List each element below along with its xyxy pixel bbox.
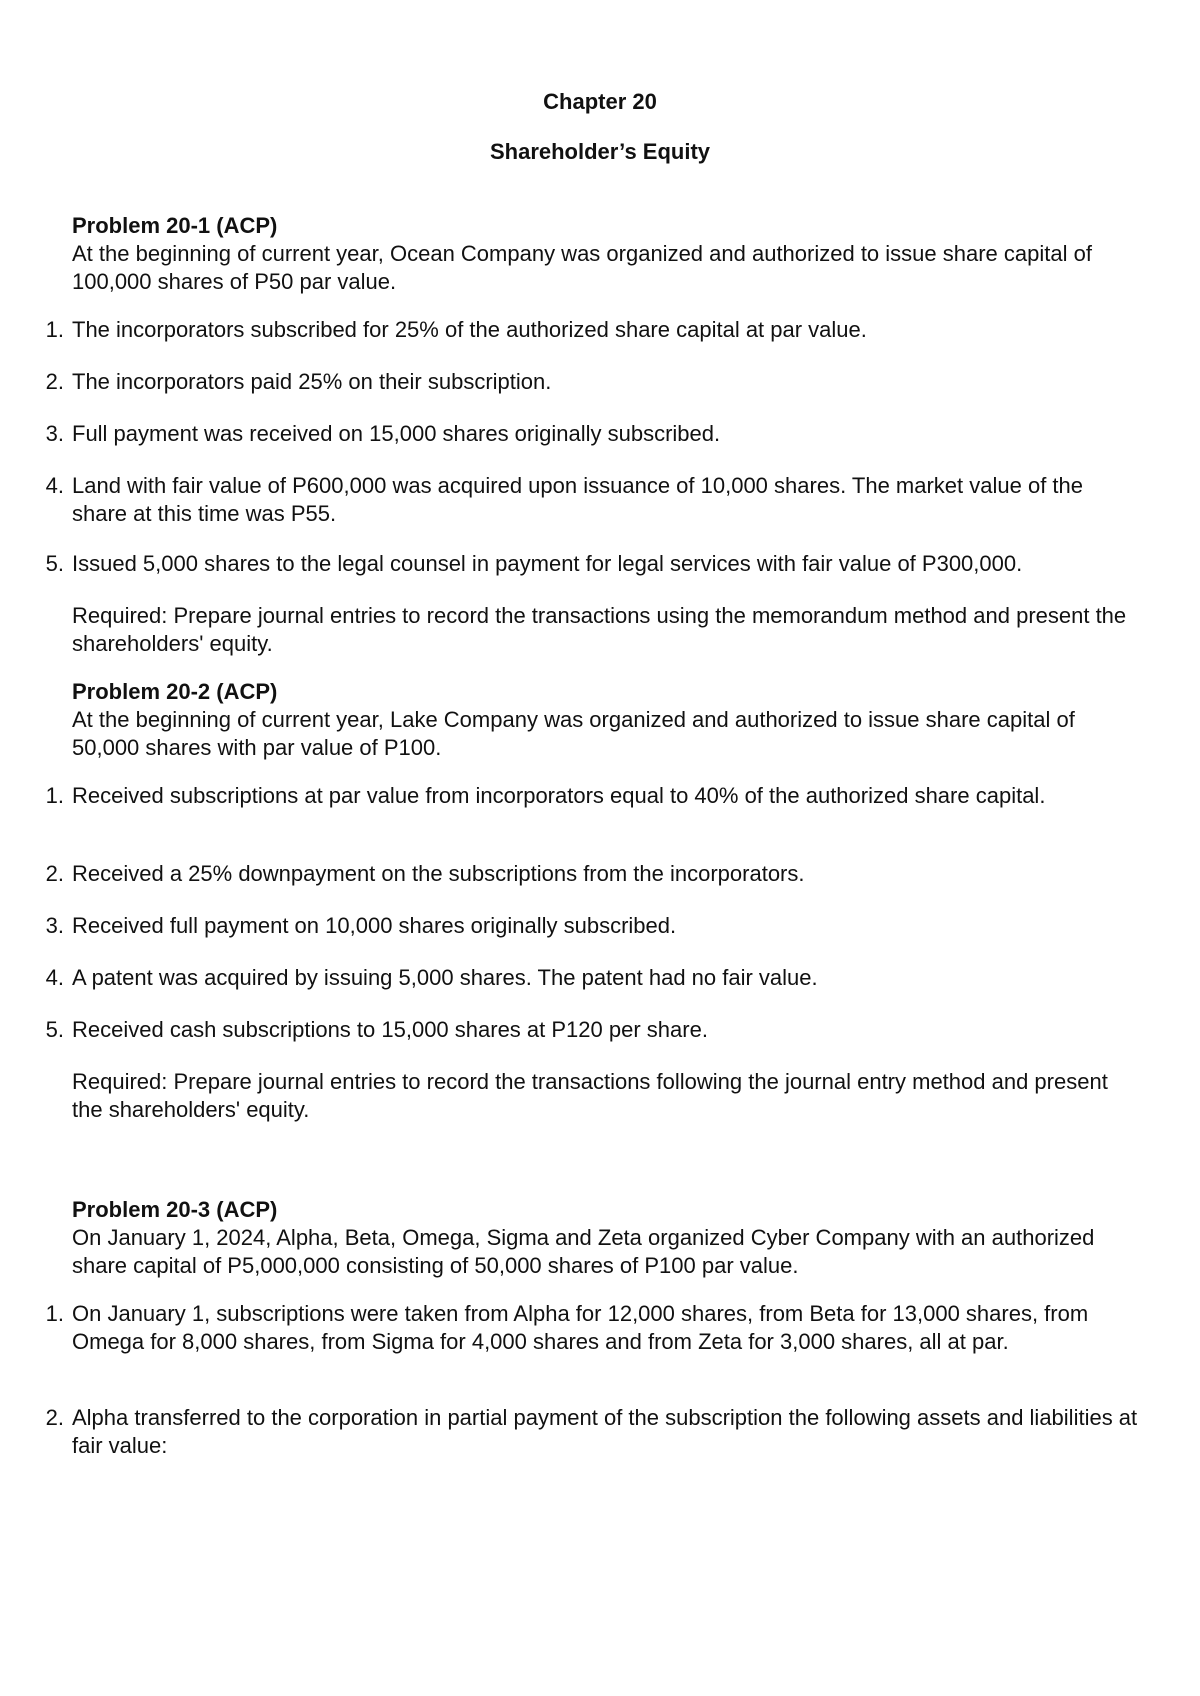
required-text: Required: Prepare journal entries to record the transactions using the memorandum method and present the shareholders' equity. [72, 603, 1127, 656]
problem-intro: On January 1, 2024, Alpha, Beta, Omega, Sigma and Zeta organized Cyber Company with an authorized share capital of P5,000,000 consisting of 50,000 shares of P100 par value. [72, 1225, 1095, 1278]
problem-20-2-header [72, 678, 1142, 762]
item-number: 1. [45, 1301, 64, 1326]
problem-20-3-header [72, 1196, 1142, 1280]
list-item [45, 912, 1142, 940]
item-text: Issued 5,000 shares to the legal counsel in payment for legal services with fair value of P300,000. [72, 551, 1023, 576]
item-number: 1. [45, 783, 64, 808]
list-item [45, 316, 1142, 344]
item-number: 3. [45, 913, 64, 938]
item-number: 4. [45, 965, 64, 990]
item-text: On January 1, subscriptions were taken from Alpha for 12,000 shares, from Beta for 13,000 shares, from Omega for 8,000 shares, from Sigma for 4,000 shares and from Zeta for 3,000 shares, all at par. [72, 1301, 1089, 1354]
problem-20-1-header [72, 212, 1142, 296]
problem-title: Problem 20-3 (ACP) [72, 1197, 278, 1222]
item-number: 1. [45, 317, 64, 342]
item-text: Received cash subscriptions to 15,000 shares at P120 per share. [72, 1017, 708, 1042]
list-item [45, 368, 1142, 396]
problem-intro: At the beginning of current year, Lake Company was organized and authorized to issue share capital of 50,000 shares with par value of P100. [72, 707, 1075, 760]
item-text: A patent was acquired by issuing 5,000 shares. The patent had no fair value. [72, 965, 818, 990]
item-number: 5. [45, 1017, 64, 1042]
list-item [45, 860, 1142, 888]
item-text: Received a 25% downpayment on the subscriptions from the incorporators. [72, 861, 805, 886]
chapter-subtitle: Shareholder’s Equity [489, 139, 711, 164]
item-text: The incorporators subscribed for 25% of the authorized share capital at par value. [72, 317, 867, 342]
item-text: Received full payment on 10,000 shares originally subscribed. [72, 913, 677, 938]
item-text: Alpha transferred to the corporation in partial payment of the subscription the following assets and liabilities at fair value: [72, 1405, 1138, 1458]
list-item [45, 782, 1142, 810]
item-number: 3. [45, 421, 64, 446]
item-number: 5. [45, 551, 64, 576]
item-number: 2. [45, 369, 64, 394]
list-item [45, 550, 1142, 578]
problem-title: Problem 20-2 (ACP) [72, 679, 278, 704]
item-number: 2. [45, 1405, 64, 1430]
list-item [45, 472, 1142, 528]
list-item [45, 1300, 1142, 1356]
item-number: 4. [45, 473, 64, 498]
item-text: The incorporators paid 25% on their subscription. [72, 369, 552, 394]
list-item [45, 1016, 1142, 1044]
list-item [45, 964, 1142, 992]
item-number: 2. [45, 861, 64, 886]
problem-intro: At the beginning of current year, Ocean Company was organized and authorized to issue share capital of 100,000 shares of P50 par value. [72, 241, 1092, 294]
list-item [45, 420, 1142, 448]
item-text: Full payment was received on 15,000 shares originally subscribed. [72, 421, 721, 446]
chapter-title: Chapter 20 [543, 89, 657, 114]
item-text: Land with fair value of P600,000 was acquired upon issuance of 10,000 shares. The market value of the share at this time was P55. [72, 473, 1084, 526]
problem-title: Problem 20-1 (ACP) [72, 213, 278, 238]
list-item [45, 1404, 1142, 1460]
item-text: Received subscriptions at par value from incorporators equal to 40% of the authorized share capital. [72, 783, 1046, 808]
required-text: Required: Prepare journal entries to record the transactions following the journal entry method and present the shareholders' equity. [72, 1069, 1108, 1122]
